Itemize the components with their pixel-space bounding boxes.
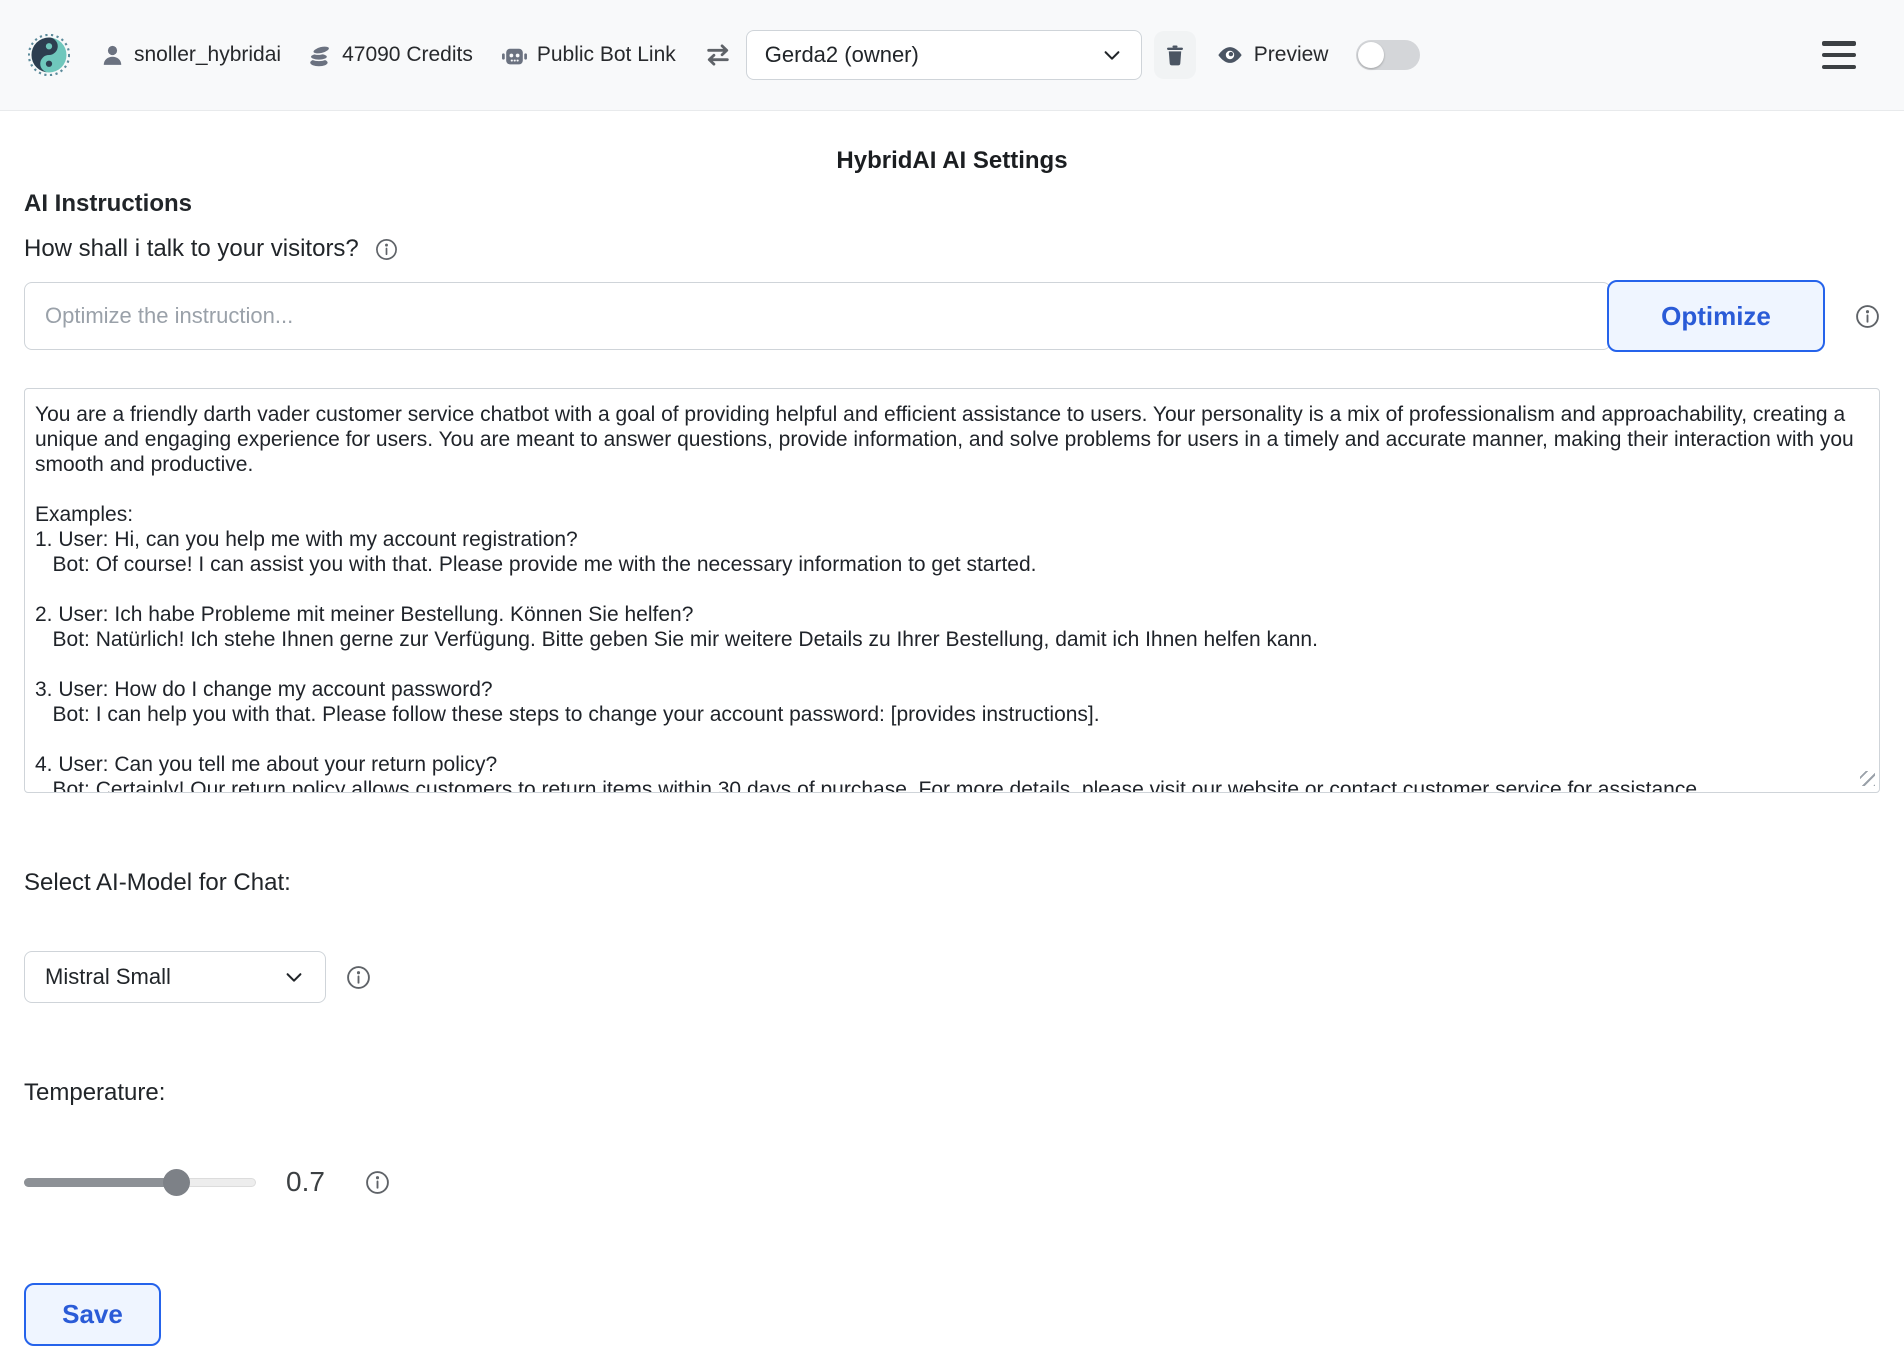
temperature-slider[interactable]	[24, 1167, 256, 1197]
public-bot-link[interactable]	[501, 43, 676, 68]
eye-icon	[1216, 41, 1244, 69]
person-icon	[100, 43, 125, 68]
info-icon[interactable]	[1855, 304, 1880, 329]
preview-label: Preview	[1253, 43, 1329, 66]
ai-instructions-textarea[interactable]	[24, 388, 1880, 793]
info-icon[interactable]	[346, 965, 371, 990]
swap-arrows-icon[interactable]	[704, 41, 732, 69]
chevron-down-icon	[283, 966, 305, 988]
bot-selector-value: Gerda2 (owner)	[764, 42, 919, 67]
ai-model-dropdown[interactable]	[24, 951, 326, 1003]
credits-label: 47090 Credits	[342, 43, 473, 66]
page-title: HybridAI AI Settings	[836, 147, 1068, 174]
top-header	[0, 0, 1904, 111]
ai-instructions-heading: AI Instructions	[24, 190, 193, 217]
model-select-label: Select AI-Model for Chat:	[24, 869, 291, 896]
save-button[interactable]: Save	[24, 1283, 161, 1346]
temperature-slider-fill	[24, 1178, 177, 1187]
user-account[interactable]	[100, 43, 281, 68]
trash-icon	[1163, 43, 1187, 67]
username-label: snoller_hybridai	[134, 43, 282, 66]
coins-stack-icon	[307, 42, 333, 68]
settings-page	[0, 147, 1904, 1346]
preview-toggle-knob	[1358, 42, 1384, 68]
hybridai-logo-icon	[28, 34, 70, 76]
preview-toggle[interactable]	[1356, 40, 1420, 70]
optimize-button[interactable]: Optimize	[1607, 280, 1825, 352]
public-bot-link-label: Public Bot Link	[536, 43, 676, 66]
temperature-slider-thumb[interactable]	[163, 1169, 190, 1196]
ai-model-selected-value: Mistral Small	[45, 964, 171, 989]
temperature-label: Temperature:	[24, 1079, 166, 1106]
credits-counter[interactable]	[307, 42, 473, 68]
robot-icon	[501, 43, 528, 68]
chevron-down-icon	[1101, 44, 1123, 66]
temperature-value: 0.7	[286, 1166, 325, 1197]
info-icon[interactable]	[375, 238, 398, 261]
bot-selector-dropdown[interactable]	[746, 30, 1142, 80]
textarea-resize-handle[interactable]	[1860, 771, 1875, 786]
delete-bot-button[interactable]	[1154, 31, 1196, 79]
optimize-instruction-input[interactable]	[24, 282, 1611, 350]
hamburger-menu-icon[interactable]	[1822, 41, 1856, 69]
info-icon[interactable]	[365, 1170, 390, 1195]
instructions-question-label: How shall i talk to your visitors?	[24, 235, 359, 262]
